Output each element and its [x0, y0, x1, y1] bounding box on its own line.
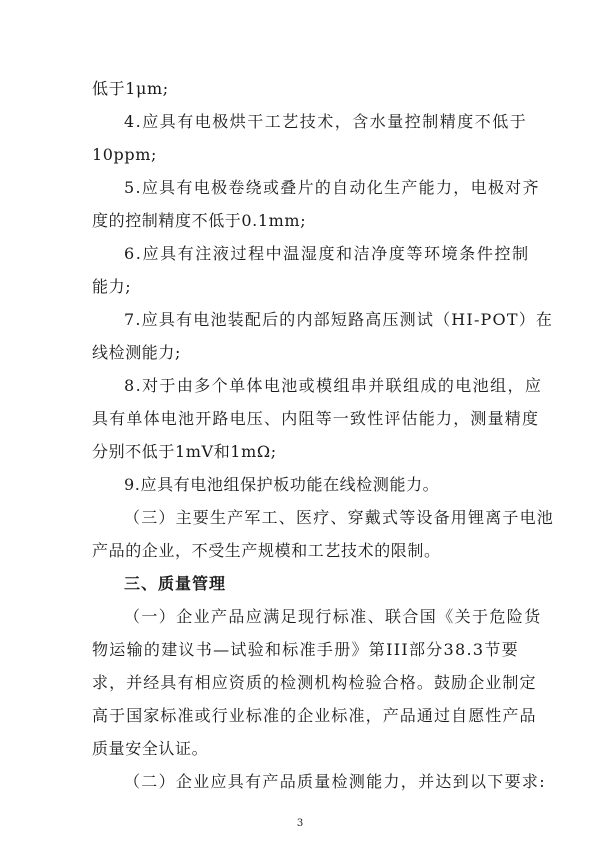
text-line: 4.应具有电极烘干工艺技术，含水量控制精度不低于: [124, 112, 528, 131]
text-line: 9.应具有电池组保护板功能在线检测能力。: [124, 475, 440, 494]
text-line: 线检测能力;: [92, 343, 181, 362]
text-line: 求，并经具有相应资质的检测机构检验合格。鼓励企业制定: [92, 673, 537, 692]
section-heading: 三、质量管理: [124, 574, 227, 593]
text-line: （二）企业应具有产品质量检测能力，并达到以下要求:: [124, 772, 546, 791]
page-number: 3: [296, 818, 304, 829]
text-line: 质量安全认证。: [92, 739, 209, 758]
text-line: 6.应具有注液过程中温湿度和洁净度等环境条件控制: [124, 244, 530, 263]
text-line: 产品的企业，不受生产规模和工艺技术的限制。: [92, 541, 441, 560]
text-line: 分别不低于1mV和1mΩ;: [92, 442, 277, 461]
text-line: 7.应具有电池装配后的内部短路高压测试（HI-POT）在: [124, 310, 554, 329]
text-line: （一）企业产品应满足现行标准、联合国《关于危险货: [124, 607, 542, 626]
text-line: 具有单体电池开路电压、内阻等一致性评估能力，测量精度: [92, 409, 540, 428]
text-line: 能力;: [92, 277, 132, 296]
text-line: 度的控制精度不低于0.1mm;: [92, 211, 307, 230]
text-line: 8.对于由多个单体电池或模组串并联组成的电池组，应: [124, 376, 543, 395]
text-line: 5.应具有电极卷绕或叠片的自动化生产能力，电极对齐: [124, 178, 540, 197]
text-line: 高于国家标准或行业标准的企业标准，产品通过自愿性产品: [92, 706, 537, 725]
text-line: （三）主要生产军工、医疗、穿戴式等设备用锂离子电池: [124, 508, 555, 527]
text-line: 低于1μm;: [92, 79, 169, 98]
text-line: 10ppm;: [92, 145, 158, 164]
text-line: 物运输的建议书—试验和标准手册》第III部分38.3节要: [92, 640, 519, 659]
